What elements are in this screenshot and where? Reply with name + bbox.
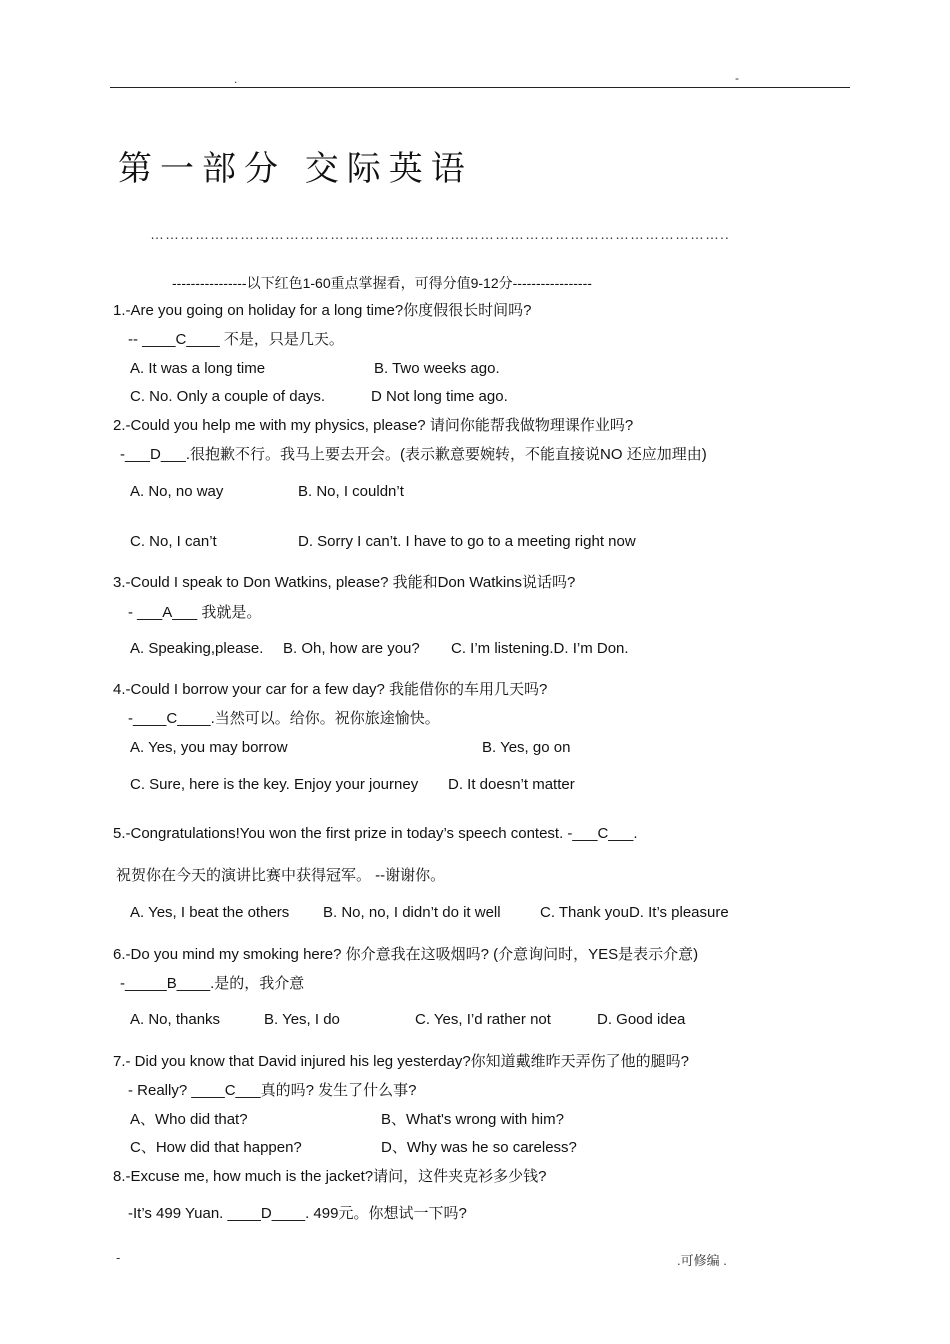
question-6-option-a: A. No, thanks (130, 1011, 221, 1028)
dotted-separator: …………………………………………………………………………………………………….. (150, 226, 730, 242)
question-4-option-a: A. Yes, you may borrow (130, 739, 288, 756)
question-2-answer: -___D___.很抱歉不行。我马上要去开会。(表示歉意要婉转，不能直接说NO 还应加理由) (120, 446, 707, 463)
question-6-option-c: C. Yes, I’d rather not (415, 1011, 551, 1028)
question-2-option-a: A. No, no way (130, 483, 224, 500)
question-7-answer: - Really? ____C___真的吗? 发生了什么事? (128, 1082, 417, 1099)
section-banner: ----------------以下红色1-60重点掌握看，可得分值9-12分----------------- (172, 275, 592, 291)
question-8-answer: -It’s 499 Yuan. ____D____. 499元。你想试一下吗? (128, 1205, 467, 1222)
question-7-option-d: D、Why was he so careless? (381, 1139, 577, 1156)
question-5-prompt: 5.-Congratulations!You won the first prize in today’s speech contest. -___C___. (113, 825, 638, 842)
question-7-prompt: 7.- Did you know that David injured his leg yesterday?你知道戴维昨天弄伤了他的腿吗? (113, 1053, 690, 1070)
question-6-option-d: D. Good idea (597, 1011, 686, 1028)
question-5-option-a: A. Yes, I beat the others (130, 904, 290, 921)
question-4-option-b: B. Yes, go on (482, 739, 571, 756)
question-5-translation: 祝贺你在今天的演讲比赛中获得冠军。 --谢谢你。 (116, 867, 446, 884)
footer-note: .可修编 . (677, 1253, 727, 1268)
header-rule (110, 87, 850, 88)
question-6-prompt: 6.-Do you mind my smoking here? 你介意我在这吸烟吗? (介意询问时，YES是表示介意) (113, 946, 699, 963)
question-3-prompt: 3.-Could I speak to Don Watkins, please? 我能和Don Watkins说话吗? (113, 574, 576, 591)
question-7-option-b: B、What's wrong with him? (381, 1111, 564, 1128)
question-4-option-c: C. Sure, here is the key. Enjoy your journey (130, 776, 419, 793)
question-7-option-c: C、How did that happen? (130, 1139, 302, 1156)
question-3-answer: - ___A___ 我就是。 (128, 604, 262, 621)
question-2-option-c: C. No, I can’t (130, 533, 217, 550)
question-1-option-b: B. Two weeks ago. (374, 360, 500, 377)
question-5-option-cd: C. Thank youD. It’s pleasure (540, 904, 729, 921)
question-6-answer: -_____B____.是的，我介意 (120, 975, 305, 992)
question-3-option-b: B. Oh, how are you? (283, 640, 420, 657)
question-7-option-a: A、Who did that? (130, 1111, 248, 1128)
question-4-answer: -____C____.当然可以。给你。祝你旅途愉快。 (128, 710, 440, 727)
question-2-option-d: D. Sorry I can’t. I have to go to a meeting right now (298, 533, 636, 550)
question-4-option-d: D. It doesn’t matter (448, 776, 575, 793)
page-title: 第一部分 交际英语 (118, 149, 473, 189)
question-1-option-a: A. It was a long time (130, 360, 266, 377)
question-2-option-b: B. No, I couldn’t (298, 483, 404, 500)
header-mark-right: - (735, 71, 739, 85)
question-1-option-d: D Not long time ago. (371, 388, 508, 405)
footer-mark-left: - (116, 1250, 121, 1265)
question-3-option-a: A. Speaking,please. (130, 640, 264, 657)
question-2-prompt: 2.-Could you help me with my physics, please? 请问你能帮我做物理课作业吗? (113, 417, 634, 434)
question-4-prompt: 4.-Could I borrow your car for a few day? 我能借你的车用几天吗? (113, 681, 548, 698)
question-5-option-b: B. No, no, I didn’t do it well (323, 904, 501, 921)
question-1-prompt: 1.-Are you going on holiday for a long time?你度假很长时间吗? (113, 302, 532, 319)
question-1-option-c: C. No. Only a couple of days. (130, 388, 326, 405)
header-mark-left: . (234, 72, 238, 86)
question-8-prompt: 8.-Excuse me, how much is the jacket?请问，这件夹克衫多少钱? (113, 1168, 547, 1185)
question-1-answer: -- ____C____ 不是，只是几天。 (128, 331, 344, 348)
question-6-option-b: B. Yes, I do (264, 1011, 340, 1028)
question-3-option-cd: C. I’m listening.D. I’m Don. (451, 640, 629, 657)
